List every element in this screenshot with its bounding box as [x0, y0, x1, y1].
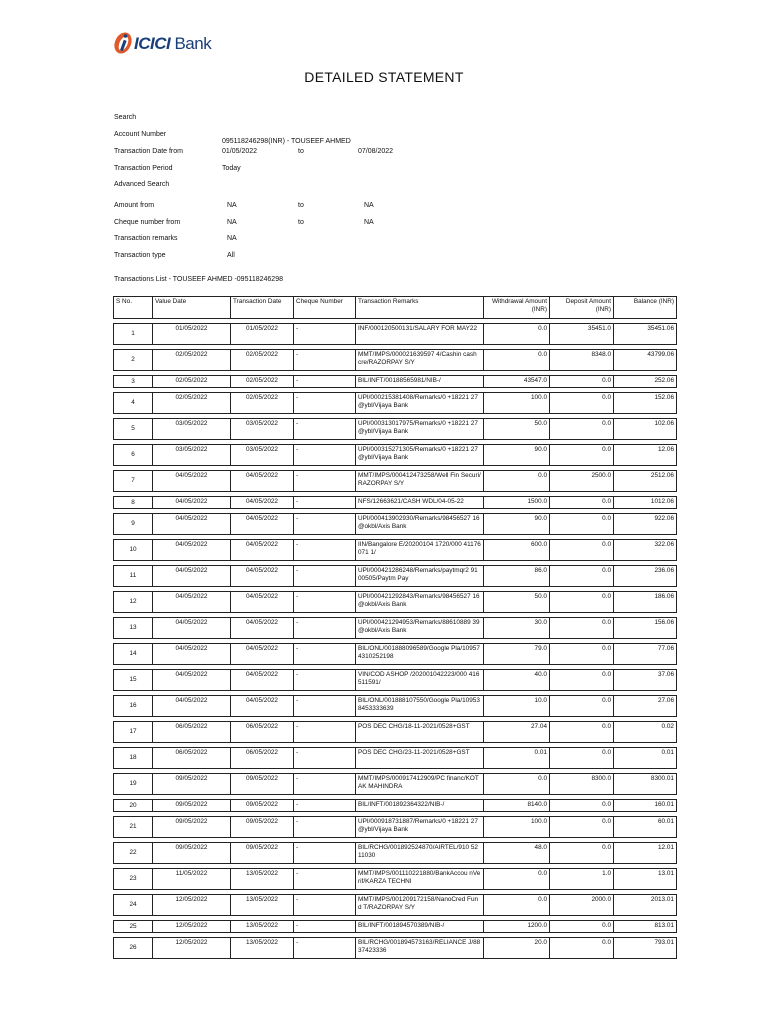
table-cell-deposit: 0.0: [550, 497, 614, 509]
table-cell-cheque: -: [294, 350, 356, 371]
table-cell-withdrawal: 43547.0: [484, 376, 550, 388]
table-cell-sno: 3: [114, 376, 153, 388]
table-cell-cheque: -: [294, 540, 356, 561]
table-cell-withdrawal: 40.0: [484, 670, 550, 691]
bank-logo: [112, 28, 232, 58]
table-cell-withdrawal: 50.0: [484, 419, 550, 440]
table-cell-value-date: 03/05/2022: [153, 419, 231, 440]
table-cell-cheque: -: [294, 774, 356, 795]
table-cell-cheque: -: [294, 644, 356, 665]
table-cell-deposit: 0.0: [550, 696, 614, 717]
table-cell-withdrawal: 100.0: [484, 393, 550, 414]
table-cell-transaction-date: 06/05/2022: [231, 722, 294, 743]
table-cell-balance: 2512.06: [614, 471, 677, 492]
table-cell-remarks: INF/000120500131/SALARY FOR MAY22: [356, 324, 484, 345]
table-row: [114, 419, 677, 440]
date-from-value: 01/05/2022: [222, 148, 258, 155]
account-number-label: Account Number: [114, 131, 167, 138]
col-header-withdrawal: Withdrawal Amount (INR): [484, 297, 550, 319]
table-cell-transaction-date: 06/05/2022: [231, 748, 294, 769]
table-cell-deposit: 0.0: [550, 843, 614, 864]
table-cell-value-date: 11/05/2022: [153, 869, 231, 890]
transactions-title: Transactions List - TOUSEEF AHMED -095118246298: [114, 276, 283, 283]
table-row: [114, 618, 677, 639]
account-number-value: 095118246298(INR) - TOUSEEF AHMED: [222, 138, 351, 145]
table-cell-value-date: 02/05/2022: [153, 393, 231, 414]
table-row: [114, 471, 677, 492]
table-cell-cheque: -: [294, 843, 356, 864]
table-row: [114, 445, 677, 466]
table-cell-withdrawal: 0.0: [484, 471, 550, 492]
period-label: Transaction Period: [114, 165, 173, 172]
table-cell-sno: 9: [114, 514, 153, 535]
table-row: [114, 566, 677, 587]
table-cell-transaction-date: 04/05/2022: [231, 540, 294, 561]
table-cell-balance: 236.06: [614, 566, 677, 587]
table-cell-deposit: 0.0: [550, 670, 614, 691]
table-cell-cheque: -: [294, 748, 356, 769]
table-cell-value-date: 04/05/2022: [153, 471, 231, 492]
table-cell-remarks: MMT/IMPS/001110221880/BankAccou nVerif/KARZA TECHNI: [356, 869, 484, 890]
table-cell-balance: 160.01: [614, 800, 677, 812]
table-cell-balance: 813.01: [614, 921, 677, 933]
table-cell-withdrawal: 30.0: [484, 618, 550, 639]
table-row: [114, 774, 677, 795]
table-cell-balance: 0.01: [614, 748, 677, 769]
table-cell-value-date: 04/05/2022: [153, 540, 231, 561]
table-row: [114, 592, 677, 613]
table-cell-value-date: 09/05/2022: [153, 817, 231, 838]
table-cell-cheque: -: [294, 471, 356, 492]
table-cell-sno: 19: [114, 774, 153, 795]
table-cell-transaction-date: 04/05/2022: [231, 670, 294, 691]
table-row: [114, 748, 677, 769]
table-cell-transaction-date: 04/05/2022: [231, 514, 294, 535]
table-cell-balance: 102.06: [614, 419, 677, 440]
table-cell-cheque: -: [294, 722, 356, 743]
table-cell-sno: 10: [114, 540, 153, 561]
table-cell-remarks: BIL/ONL/001888107550/Google Pla/109538453333639: [356, 696, 484, 717]
table-cell-remarks: MMT/IMPS/000917412909/PC financ/KOTAK MAHINDRA: [356, 774, 484, 795]
table-cell-cheque: -: [294, 817, 356, 838]
table-cell-remarks: UPI/000313017975/Remarks/0 +18221 27@ybl/Vijaya Bank: [356, 419, 484, 440]
table-cell-remarks: UPI/000421286248/Remarks/paytmqr2 9100505/Paytm Pay: [356, 566, 484, 587]
table-cell-balance: 922.06: [614, 514, 677, 535]
table-row: [114, 497, 677, 509]
table-cell-value-date: 01/05/2022: [153, 324, 231, 345]
table-cell-value-date: 12/05/2022: [153, 895, 231, 916]
col-header-cheque-number: Cheque Number: [294, 297, 356, 319]
table-cell-cheque: -: [294, 566, 356, 587]
col-header-value-date: Value Date: [153, 297, 231, 319]
table-cell-deposit: 35451.0: [550, 324, 614, 345]
table-cell-transaction-date: 04/05/2022: [231, 618, 294, 639]
table-cell-sno: 4: [114, 393, 153, 414]
icici-mark-icon: [112, 28, 136, 56]
table-row: [114, 921, 677, 933]
table-row: [114, 350, 677, 371]
col-header-deposit: Deposit Amount (INR): [550, 297, 614, 319]
table-cell-value-date: 04/05/2022: [153, 514, 231, 535]
table-cell-value-date: 12/05/2022: [153, 938, 231, 959]
table-cell-withdrawal: 1500.0: [484, 497, 550, 509]
date-to-value: 07/08/2022: [358, 148, 394, 155]
table-cell-transaction-date: 13/05/2022: [231, 869, 294, 890]
table-row: [114, 843, 677, 864]
table-cell-deposit: 0.0: [550, 376, 614, 388]
table-cell-value-date: 06/05/2022: [153, 722, 231, 743]
table-cell-balance: 27.06: [614, 696, 677, 717]
cheque-from-label: Cheque number from: [114, 219, 181, 226]
table-cell-deposit: 0.0: [550, 722, 614, 743]
table-cell-deposit: 0.0: [550, 817, 614, 838]
table-cell-sno: 25: [114, 921, 153, 933]
table-cell-cheque: -: [294, 497, 356, 509]
table-cell-value-date: 02/05/2022: [153, 350, 231, 371]
table-cell-cheque: -: [294, 618, 356, 639]
table-cell-value-date: 04/05/2022: [153, 592, 231, 613]
table-cell-remarks: NFS/12663621/CASH WDL/04-05-22: [356, 497, 484, 509]
remarks-value: NA: [227, 235, 237, 242]
table-cell-sno: 17: [114, 722, 153, 743]
table-cell-cheque: -: [294, 514, 356, 535]
table-cell-remarks: UPI/000215381408/Remarks/0 +18221 27@ybl/Vijaya Bank: [356, 393, 484, 414]
table-cell-remarks: UPI/000421292843/Remarks/98456527 16@okbl/Axis Bank: [356, 592, 484, 613]
page-title: DETAILED STATEMENT: [304, 69, 464, 85]
table-cell-deposit: 0.0: [550, 800, 614, 812]
table-cell-withdrawal: 0.01: [484, 748, 550, 769]
table-cell-deposit: 0.0: [550, 592, 614, 613]
table-row: [114, 670, 677, 691]
table-cell-remarks: MMT/IMPS/000412473258/Well Fin Securi/RAZORPAY S/Y: [356, 471, 484, 492]
table-cell-remarks: POS DEC CHG/18-11-2021/0528+GST: [356, 722, 484, 743]
table-cell-sno: 2: [114, 350, 153, 371]
table-cell-deposit: 0.0: [550, 644, 614, 665]
col-header-balance: Balance (INR): [614, 297, 677, 319]
table-cell-balance: 35451.06: [614, 324, 677, 345]
table-cell-sno: 12: [114, 592, 153, 613]
table-row: [114, 869, 677, 890]
table-cell-transaction-date: 04/05/2022: [231, 497, 294, 509]
table-cell-value-date: 04/05/2022: [153, 566, 231, 587]
table-cell-deposit: 0.0: [550, 566, 614, 587]
table-cell-withdrawal: 0.0: [484, 324, 550, 345]
table-cell-sno: 21: [114, 817, 153, 838]
table-cell-sno: 26: [114, 938, 153, 959]
table-cell-balance: 60.01: [614, 817, 677, 838]
remarks-label: Transaction remarks: [114, 235, 178, 242]
transactions-table: [113, 296, 677, 959]
table-header-row: [114, 297, 677, 319]
table-cell-deposit: 2000.0: [550, 895, 614, 916]
table-cell-deposit: 8300.0: [550, 774, 614, 795]
amount-from-value: NA: [227, 202, 237, 209]
table-cell-transaction-date: 09/05/2022: [231, 817, 294, 838]
table-cell-deposit: 0.0: [550, 393, 614, 414]
table-cell-sno: 16: [114, 696, 153, 717]
table-cell-cheque: -: [294, 938, 356, 959]
table-row: [114, 376, 677, 388]
col-header-sno: S No.: [114, 297, 153, 319]
table-cell-withdrawal: 90.0: [484, 514, 550, 535]
table-cell-balance: 13.01: [614, 869, 677, 890]
table-row: [114, 895, 677, 916]
date-from-label: Transaction Date from: [114, 148, 183, 155]
table-cell-transaction-date: 09/05/2022: [231, 843, 294, 864]
table-cell-transaction-date: 03/05/2022: [231, 445, 294, 466]
table-cell-deposit: 0.0: [550, 419, 614, 440]
table-cell-remarks: BIL/INFT/00188565981/NIB-/: [356, 376, 484, 388]
table-cell-deposit: 2500.0: [550, 471, 614, 492]
table-cell-balance: 8300.01: [614, 774, 677, 795]
table-cell-withdrawal: 0.0: [484, 869, 550, 890]
cheque-to-value: NA: [364, 219, 374, 226]
table-cell-withdrawal: 0.0: [484, 350, 550, 371]
period-value: Today: [222, 165, 241, 172]
table-cell-withdrawal: 0.0: [484, 774, 550, 795]
table-cell-cheque: -: [294, 869, 356, 890]
table-cell-sno: 18: [114, 748, 153, 769]
table-cell-remarks: BIL/ONL/001888096589/Google Pla/10957 4310252198: [356, 644, 484, 665]
table-cell-cheque: -: [294, 895, 356, 916]
table-cell-deposit: 0.0: [550, 921, 614, 933]
table-cell-deposit: 0.0: [550, 938, 614, 959]
table-cell-sno: 11: [114, 566, 153, 587]
table-cell-withdrawal: 48.0: [484, 843, 550, 864]
table-cell-transaction-date: 13/05/2022: [231, 921, 294, 933]
table-cell-value-date: 04/05/2022: [153, 644, 231, 665]
table-cell-cheque: -: [294, 592, 356, 613]
amount-to-value: NA: [364, 202, 374, 209]
table-cell-transaction-date: 01/05/2022: [231, 324, 294, 345]
table-cell-withdrawal: 90.0: [484, 445, 550, 466]
table-cell-remarks: UPI/000421294953/Remarks/88610889 39@okbl/Axis Bank: [356, 618, 484, 639]
table-cell-value-date: 04/05/2022: [153, 618, 231, 639]
table-cell-withdrawal: 50.0: [484, 592, 550, 613]
table-cell-cheque: -: [294, 800, 356, 812]
table-cell-sno: 1: [114, 324, 153, 345]
table-row: [114, 644, 677, 665]
table-cell-remarks: VIN/COD ASHOP /202001042223/000 416511591/: [356, 670, 484, 691]
table-cell-cheque: -: [294, 445, 356, 466]
table-cell-value-date: 04/05/2022: [153, 497, 231, 509]
table-cell-balance: 12.06: [614, 445, 677, 466]
col-header-remarks: Transaction Remarks: [356, 297, 484, 319]
table-cell-cheque: -: [294, 376, 356, 388]
table-cell-transaction-date: 03/05/2022: [231, 419, 294, 440]
table-cell-remarks: POS DEC CHG/23-11-2021/0528+GST: [356, 748, 484, 769]
table-cell-remarks: BIL/INFT/001894570389/NIB-/: [356, 921, 484, 933]
table-cell-transaction-date: 04/05/2022: [231, 696, 294, 717]
table-cell-transaction-date: 04/05/2022: [231, 644, 294, 665]
table-cell-cheque: -: [294, 670, 356, 691]
table-cell-cheque: -: [294, 419, 356, 440]
table-row: [114, 722, 677, 743]
table-cell-remarks: UPI/000413902930/Remarks/98456527 16@okbl/Axis Bank: [356, 514, 484, 535]
table-cell-withdrawal: 100.0: [484, 817, 550, 838]
logo-text: ICICI Bank: [134, 34, 212, 53]
table-row: [114, 696, 677, 717]
table-cell-balance: 156.06: [614, 618, 677, 639]
table-cell-balance: 2013.01: [614, 895, 677, 916]
table-cell-balance: 12.01: [614, 843, 677, 864]
table-cell-cheque: -: [294, 393, 356, 414]
table-cell-withdrawal: 20.0: [484, 938, 550, 959]
table-cell-cheque: -: [294, 324, 356, 345]
table-cell-deposit: 0.0: [550, 748, 614, 769]
cheque-to-label: to: [298, 219, 304, 226]
table-cell-remarks: UPI/000315271305/Remarks/0 +18221 27@ybl/Vijaya Bank: [356, 445, 484, 466]
table-cell-value-date: 04/05/2022: [153, 696, 231, 717]
table-cell-remarks: MMT/IMPS/000021639597 4/Cashin cash cre/RAZORPAY S/Y: [356, 350, 484, 371]
type-label: Transaction type: [114, 252, 166, 259]
table-cell-deposit: 0.0: [550, 540, 614, 561]
table-cell-balance: 152.06: [614, 393, 677, 414]
table-cell-withdrawal: 86.0: [484, 566, 550, 587]
table-cell-balance: 0.02: [614, 722, 677, 743]
table-cell-remarks: BIL/RCHG/001894573163/RELIANCE J/8837423336: [356, 938, 484, 959]
table-cell-transaction-date: 02/05/2022: [231, 350, 294, 371]
table-cell-deposit: 0.0: [550, 514, 614, 535]
table-cell-balance: 37.06: [614, 670, 677, 691]
cheque-from-value: NA: [227, 219, 237, 226]
table-cell-value-date: 09/05/2022: [153, 843, 231, 864]
table-cell-value-date: 09/05/2022: [153, 774, 231, 795]
table-cell-withdrawal: 0.0: [484, 895, 550, 916]
table-cell-withdrawal: 600.0: [484, 540, 550, 561]
table-cell-transaction-date: 04/05/2022: [231, 566, 294, 587]
table-cell-balance: 252.06: [614, 376, 677, 388]
table-cell-balance: 77.06: [614, 644, 677, 665]
table-cell-withdrawal: 10.0: [484, 696, 550, 717]
table-row: [114, 540, 677, 561]
table-cell-sno: 20: [114, 800, 153, 812]
table-cell-deposit: 8348.0: [550, 350, 614, 371]
advanced-search-heading: Advanced Search: [114, 181, 170, 188]
table-cell-sno: 5: [114, 419, 153, 440]
type-value: All: [227, 252, 235, 259]
table-cell-value-date: 04/05/2022: [153, 670, 231, 691]
table-row: [114, 324, 677, 345]
table-cell-withdrawal: 1200.0: [484, 921, 550, 933]
table-cell-value-date: 12/05/2022: [153, 921, 231, 933]
table-cell-value-date: 03/05/2022: [153, 445, 231, 466]
table-row: [114, 800, 677, 812]
amount-to-label: to: [298, 202, 304, 209]
table-cell-remarks: BIL/RCHG/001892524870/AIRTEL/910 5211030: [356, 843, 484, 864]
table-cell-transaction-date: 09/05/2022: [231, 800, 294, 812]
table-cell-deposit: 0.0: [550, 618, 614, 639]
table-cell-value-date: 06/05/2022: [153, 748, 231, 769]
table-cell-deposit: 1.0: [550, 869, 614, 890]
table-cell-withdrawal: 8140.0: [484, 800, 550, 812]
date-to-label: to: [298, 148, 304, 155]
table-cell-withdrawal: 79.0: [484, 644, 550, 665]
table-cell-sno: 7: [114, 471, 153, 492]
table-row: [114, 514, 677, 535]
col-header-transaction-date: Transaction Date: [231, 297, 294, 319]
table-cell-balance: 186.06: [614, 592, 677, 613]
table-cell-sno: 14: [114, 644, 153, 665]
table-row: [114, 393, 677, 414]
table-cell-balance: 43799.06: [614, 350, 677, 371]
amount-from-label: Amount from: [114, 202, 155, 209]
table-cell-sno: 15: [114, 670, 153, 691]
table-cell-sno: 6: [114, 445, 153, 466]
table-cell-remarks: BIL/INFT/001892364322/NIB-/: [356, 800, 484, 812]
table-row: [114, 938, 677, 959]
table-cell-withdrawal: 27.04: [484, 722, 550, 743]
table-cell-balance: 1012.06: [614, 497, 677, 509]
table-cell-balance: 322.06: [614, 540, 677, 561]
table-cell-balance: 793.01: [614, 938, 677, 959]
table-cell-remarks: UPI/000918731887/Remarks/0 +18221 27@ybl/Vijaya Bank: [356, 817, 484, 838]
table-cell-transaction-date: 02/05/2022: [231, 376, 294, 388]
table-cell-cheque: -: [294, 696, 356, 717]
table-cell-value-date: 02/05/2022: [153, 376, 231, 388]
table-cell-value-date: 09/05/2022: [153, 800, 231, 812]
table-cell-cheque: -: [294, 921, 356, 933]
table-cell-transaction-date: 13/05/2022: [231, 895, 294, 916]
table-cell-remarks: MMT/IMPS/001209172158/NanoCred Fund T/RAZORPAY S/Y: [356, 895, 484, 916]
table-row: [114, 817, 677, 838]
table-cell-sno: 22: [114, 843, 153, 864]
table-cell-sno: 24: [114, 895, 153, 916]
table-cell-transaction-date: 02/05/2022: [231, 393, 294, 414]
table-cell-transaction-date: 13/05/2022: [231, 938, 294, 959]
table-cell-deposit: 0.0: [550, 445, 614, 466]
table-cell-transaction-date: 04/05/2022: [231, 471, 294, 492]
table-cell-sno: 13: [114, 618, 153, 639]
table-cell-transaction-date: 04/05/2022: [231, 592, 294, 613]
table-cell-sno: 8: [114, 497, 153, 509]
table-cell-remarks: IIN/Bangalore E/20200104 1720/000 41176071 1/: [356, 540, 484, 561]
search-heading: Search: [114, 114, 137, 121]
table-cell-sno: 23: [114, 869, 153, 890]
table-cell-transaction-date: 09/05/2022: [231, 774, 294, 795]
